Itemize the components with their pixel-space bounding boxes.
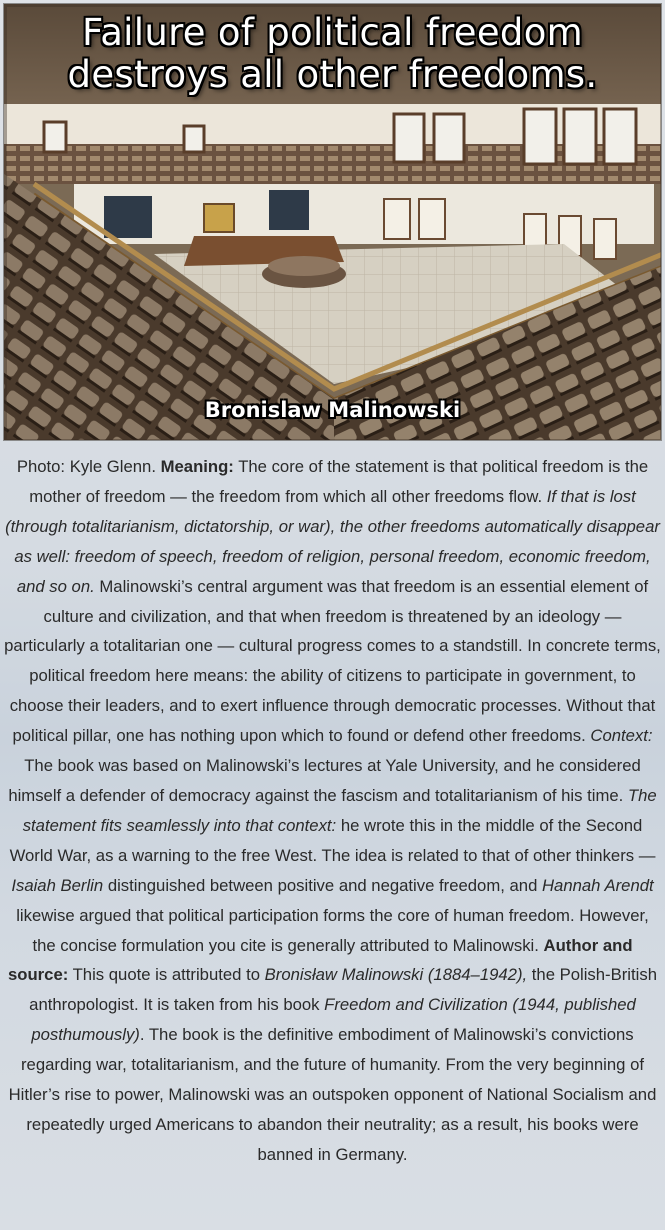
- author-caption: Bronislaw Malinowski: [204, 398, 461, 422]
- context-heading: Context:: [590, 726, 653, 746]
- book-title: Freedom and Civilization (1944, published posthumously): [31, 995, 636, 1045]
- meaning-italic: If that is lost (through totalitarianism, dictatorship, or war), the other freedoms automatically disappear as well: freedom of speech, freedom of religion, personal freedom, economic freedom, and so on.: [5, 486, 660, 596]
- context-text-2: he wrote this in the middle of the Second World War, as a warning to the free West. The idea is related to that of other thinkers —: [9, 815, 656, 865]
- arendt-name: Hannah Arendt: [542, 875, 654, 895]
- argument-text: Malinowski’s central argument was that freedom is an essential element of culture and civilization, and that when freedom is threatened by an ideology — particularly a totalitarian one — cultural progress comes to a standstill. In concrete terms, political freedom here means: the ability of citizens to participate in government, to choose their leaders, and to exert influence through democratic processes. Without that political pillar, one has nothing upon which to found or defend other freedoms.: [4, 576, 661, 746]
- quote-image: [3, 3, 662, 441]
- meaning-text: The core of the statement is that political freedom is the mother of freedom — the freedom from which all other freedoms flow.: [29, 457, 649, 506]
- source-text-3: . The book is the definitive embodiment of Malinowski’s convictions regarding war, totalitarianism, and the future of humanity. From the very beginning of Hitler’s rise to power, Malinowski was an outspoken opponent of National Socialism and repeatedly urged Americans to abandon their neutrality; as a result, his books were banned in Germany.: [8, 1025, 657, 1164]
- context-text: The book was based on Malinowski’s lectures at Yale University, and he considered himself a defender of democracy against the fascism and totalitarianism of his time.: [8, 756, 641, 805]
- quote-line-1: Failure of political freedom: [82, 11, 583, 54]
- source-text: This quote is attributed to: [68, 965, 265, 985]
- arendt-text: likewise argued that political participation forms the core of human freedom. However, the concise formulation you cite is generally attributed to Malinowski.: [16, 905, 649, 955]
- quote-overlay: [4, 12, 661, 96]
- context-italic: The statement fits seamlessly into that context:: [22, 785, 657, 835]
- source-heading: Author and source:: [8, 935, 633, 985]
- quote-line-2: destroys all other freedoms.: [67, 53, 598, 96]
- photo-credit: Photo: Kyle Glenn.: [16, 457, 161, 476]
- berlin-text: distinguished between positive and negative freedom, and: [103, 875, 542, 895]
- meaning-heading: Meaning:: [160, 457, 234, 476]
- article-text: [4, 452, 661, 1170]
- berlin-name: Isaiah Berlin: [11, 875, 104, 895]
- author-name: Bronisław Malinowski (1884–1942),: [264, 965, 528, 985]
- source-text-2: the Polish-British anthropologist. It is taken from his book: [29, 965, 657, 1015]
